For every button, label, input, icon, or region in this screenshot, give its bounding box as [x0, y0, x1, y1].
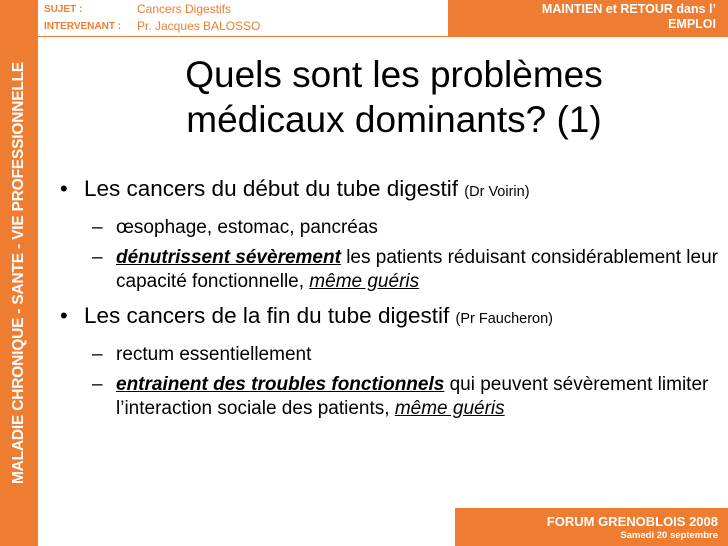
- slide-title: [60, 52, 728, 142]
- sub-item: [58, 216, 718, 240]
- slide-title-line2: médicaux dominants? (1): [186, 99, 602, 140]
- sub-dash: –: [92, 374, 103, 395]
- sub-dash: –: [92, 247, 103, 268]
- sidebar-banner: [0, 0, 38, 546]
- header-topic: [448, 0, 728, 36]
- sub-emphasis: dénutrissent sévèrement: [116, 247, 341, 268]
- footer-event: FORUM GRENOBLOIS 2008: [546, 514, 718, 529]
- bullet-author: (Pr Faucheron): [455, 311, 554, 327]
- subject-label: SUJET :: [44, 4, 83, 15]
- sub-dash: –: [92, 344, 103, 365]
- slide-title-line1: Quels sont les problèmes: [185, 54, 603, 95]
- bullet-text: Les cancers de la fin du tube digestif: [84, 303, 450, 328]
- bullet-item: [58, 175, 718, 206]
- sub-item: [58, 343, 718, 367]
- sub-text: qui peuvent sévèrement limiter l’interaction sociale des patients,: [116, 374, 709, 419]
- bullet-dot: •: [60, 176, 68, 201]
- bullet-dot: •: [60, 303, 68, 328]
- sub-emphasis: entrainent des troubles fonctionnels: [116, 374, 445, 395]
- header-topic-line2: EMPLOI: [668, 17, 716, 31]
- bullet-author: (Dr Voirin): [464, 184, 530, 200]
- sub-item: [58, 246, 718, 294]
- footer-date: Samedi 20 septembre: [620, 530, 718, 541]
- sub-tail: même guéris: [394, 398, 505, 419]
- footer-banner: [455, 508, 728, 546]
- sub-text: les patients réduisant considérablement leur capacité fonctionnelle,: [116, 247, 718, 292]
- bullet-item: [58, 302, 718, 333]
- header-topic-line1: MAINTIEN et RETOUR dans l’: [541, 2, 716, 16]
- sub-text: rectum essentiellement: [116, 344, 312, 365]
- sub-tail: même guéris: [309, 271, 420, 292]
- sub-dash: –: [92, 217, 103, 238]
- subject-value: Cancers Digestifs: [137, 2, 232, 16]
- bullet-text: Les cancers du début du tube digestif: [84, 176, 459, 201]
- header-divider: [38, 36, 728, 40]
- speaker-label: INTERVENANT :: [44, 21, 122, 32]
- slide-content: [58, 175, 718, 427]
- sub-item: [58, 373, 718, 421]
- speaker-value: Pr. Jacques BALOSSO: [137, 19, 261, 33]
- sidebar-text: MALADIE CHRONIQUE - SANTE - VIE PROFESSIONNELLE: [10, 61, 27, 485]
- sub-text: œsophage, estomac, pancréas: [116, 217, 378, 238]
